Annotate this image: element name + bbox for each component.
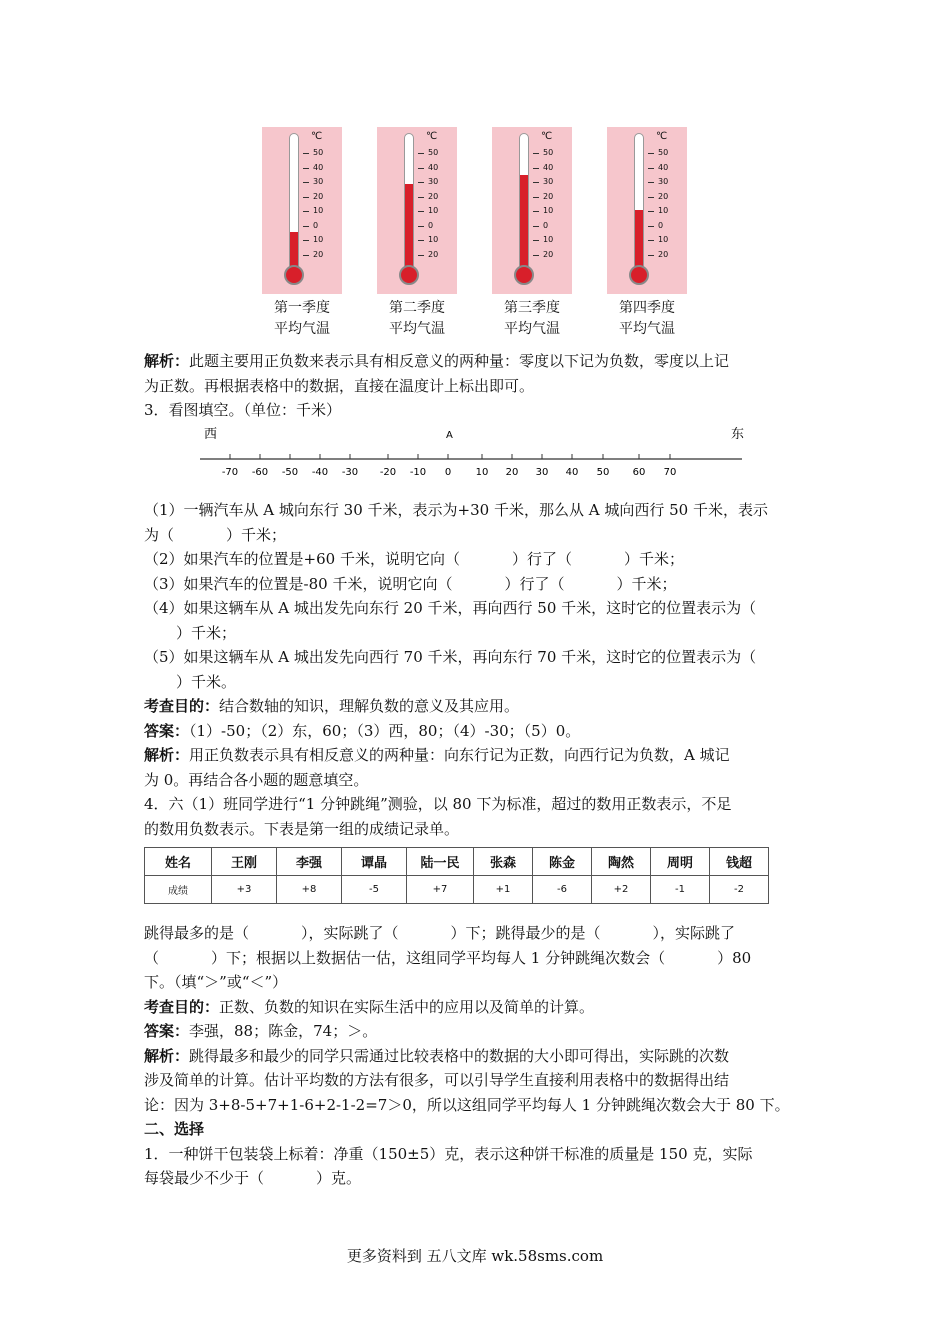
mercury-column	[405, 184, 413, 270]
question-3-title: 3．看图填空。（单位：千米）	[144, 401, 342, 419]
table-cell: +2	[592, 876, 651, 904]
scale-label: 0	[658, 220, 664, 230]
number-line-tick-label: -50	[281, 467, 299, 478]
scale-tick	[418, 182, 424, 183]
scale-label: 30	[658, 177, 669, 186]
purpose-line	[144, 694, 809, 719]
scale-tick	[303, 168, 309, 169]
caption-line: 平均气温	[389, 321, 445, 337]
answer-line	[144, 1019, 809, 1044]
fill-line-2	[144, 946, 809, 971]
scale-tick	[648, 226, 654, 227]
table-cell: 陆一民	[407, 848, 474, 876]
question-4-body	[144, 921, 809, 1191]
analysis-text: 为 0。再结合各小题的题意填空。	[144, 770, 369, 789]
scale-tick	[648, 182, 654, 183]
analysis-label: 解析：	[144, 352, 190, 370]
scale-tick	[303, 255, 309, 256]
fill-line-3: 下。（填“＞”或“＜”）	[144, 973, 288, 991]
table-cell: 陈金	[533, 848, 592, 876]
sub-question-3	[144, 572, 809, 597]
thermometer-caption	[492, 298, 572, 340]
scale-label: 10	[313, 235, 324, 244]
number-line-tick-label: 10	[475, 467, 489, 478]
text: ），实际跳了（	[301, 924, 399, 942]
thermometer-tube	[289, 133, 299, 271]
scale-label: 10	[543, 206, 554, 215]
text: 每袋最少不少于（	[144, 1169, 265, 1187]
sub-question-5: （5）如果这辆车从 A 城出发先向西行 70 千米，再向东行 70 千米，这时它的位置表示为（	[144, 648, 757, 666]
scale-tick	[533, 182, 539, 183]
scale-tick	[648, 255, 654, 256]
purpose-label: 考查目的：	[144, 997, 220, 1016]
scale-tick	[303, 153, 309, 154]
caption-line: 第三季度	[504, 300, 560, 316]
thermometer-tube	[519, 133, 529, 271]
analysis-text: 用正负数表示具有相反意义的两种量：向东行记为正数，向西行记为负数，A 城记	[189, 746, 730, 764]
scale-tick	[533, 168, 539, 169]
scale-tick	[418, 226, 424, 227]
table-cell: 王刚	[212, 848, 277, 876]
table-cell: 周明	[651, 848, 710, 876]
thermometer-caption	[377, 298, 457, 340]
scale-tick	[533, 240, 539, 241]
analysis-label: 解析：	[144, 1046, 190, 1065]
thermometer-row	[262, 127, 722, 342]
analysis-text: 此题主要用正负数来表示具有相反意义的两种量：零度以下记为负数，零度以上记	[189, 352, 730, 370]
scale-tick	[533, 211, 539, 212]
number-line-tick-label: 0	[444, 467, 452, 478]
number-line-tick-label: -30	[341, 467, 359, 478]
table-cell: -1	[651, 876, 710, 904]
scale-tick	[418, 211, 424, 212]
analysis-label: 解析：	[144, 746, 190, 764]
analysis-block-1	[144, 349, 809, 423]
scale-tick	[418, 197, 424, 198]
number-line-tick-label: 50	[596, 467, 610, 478]
scale-tick	[533, 255, 539, 256]
scale-label: 10	[428, 235, 439, 244]
number-line-ticks	[222, 454, 677, 478]
scale-label: 10	[313, 206, 324, 215]
scale-label: 20	[658, 249, 669, 259]
origin-label: A	[446, 430, 453, 441]
answer-line	[144, 719, 809, 744]
thermometer-card	[262, 127, 342, 294]
table-cell: -5	[342, 876, 407, 904]
thermometer-tube	[404, 133, 414, 271]
thermometer-q2	[377, 127, 457, 340]
table-cell: +3	[212, 876, 277, 904]
answer-label: 答案：	[144, 1022, 190, 1040]
scale-tick	[418, 153, 424, 154]
analysis-text: 涉及简单的计算。估计平均数的方法有很多，可以引导学生直接利用表格中的数据得出结	[144, 1071, 730, 1089]
table-cell: 钱超	[710, 848, 769, 876]
text: ）80	[717, 948, 752, 967]
score-table	[144, 847, 769, 904]
number-line-tick-label: -70	[221, 467, 239, 478]
choice-question-1-cont	[144, 1166, 809, 1191]
scale-tick	[303, 211, 309, 212]
table-cell: -6	[533, 876, 592, 904]
text: ）千米；	[623, 550, 684, 568]
unit-label: ℃	[656, 131, 668, 142]
text: ）克。	[316, 1169, 362, 1187]
text: （2）如果汽车的位置是+60 千米，说明它向（	[144, 550, 460, 568]
text: ）千米。	[176, 672, 237, 691]
thermometer-q4	[607, 127, 687, 340]
scale-label: 50	[658, 148, 669, 157]
text: ）行了（	[511, 550, 572, 568]
scale-label: 0	[313, 220, 319, 230]
purpose-text: 正数、负数的知识在实际生活中的应用以及简单的计算。	[219, 997, 595, 1016]
table-cell: +1	[474, 876, 533, 904]
caption-line: 平均气温	[274, 321, 330, 337]
scale-label: 20	[428, 249, 439, 259]
unit-label: ℃	[541, 131, 553, 142]
scale-label: 20	[543, 191, 554, 201]
thermometer-card	[377, 127, 457, 294]
purpose-line	[144, 995, 809, 1020]
scale-label: 40	[658, 162, 669, 172]
answer-text: （1）-50；（2）东，60；（3）西，80；（4）-30；（5）0。	[189, 721, 581, 740]
sub-question-2	[144, 547, 809, 572]
thermometer-bulb	[629, 265, 649, 285]
scale-label: 20	[658, 191, 669, 201]
scale-tick	[418, 240, 424, 241]
table-cell: 李强	[277, 848, 342, 876]
choice-question-1: 1．一种饼干包装袋上标着：净重（150±5）克，表示这种饼干标准的质量是 150 克，实际	[144, 1144, 753, 1163]
scale-label: 0	[543, 220, 549, 230]
scale-tick	[418, 255, 424, 256]
unit-label: ℃	[311, 131, 323, 142]
sub-question-5-cont	[144, 670, 809, 695]
number-line-tick-label: -10	[409, 467, 427, 478]
thermometer-q3	[492, 127, 572, 340]
number-line-tick-label: -40	[311, 467, 329, 478]
number-line-tick-label: 70	[663, 467, 677, 478]
answer-label: 答案：	[144, 721, 190, 740]
thermometer-q1	[262, 127, 342, 340]
number-line	[196, 425, 746, 480]
scale-label: 10	[543, 235, 554, 244]
caption-line: 第二季度	[389, 300, 445, 316]
number-line-tick-label: 20	[505, 467, 519, 478]
scale-label: 50	[543, 148, 554, 157]
mercury-column	[520, 175, 528, 270]
caption-line: 第一季度	[274, 300, 330, 316]
analysis-text: 论：因为 3+8-5+7+1-6+2-1-2=7＞0，所以这组同学平均每人 1 分钟跳绳次数会大于 80 下。	[144, 1095, 790, 1114]
scale-label: 10	[428, 206, 439, 215]
scale-tick	[648, 197, 654, 198]
scale-tick	[303, 240, 309, 241]
analysis-line	[144, 1044, 809, 1069]
number-line-tick-label: 40	[565, 467, 579, 478]
scale-tick	[418, 168, 424, 169]
analysis-line	[144, 743, 809, 768]
thermometer-caption	[607, 298, 687, 340]
table-cell: +7	[407, 876, 474, 904]
thermometer-caption	[262, 298, 342, 340]
scale-label: 20	[428, 191, 439, 201]
scale-label: 40	[313, 162, 324, 172]
scale-label: 20	[313, 191, 324, 201]
scale-tick	[648, 168, 654, 169]
scale-label: 30	[313, 177, 324, 186]
scale-label: 40	[428, 162, 439, 172]
scale-tick	[648, 153, 654, 154]
west-label: 西	[204, 427, 218, 442]
scale-tick	[533, 226, 539, 227]
text: 跳得最多的是（	[144, 924, 250, 942]
scale-label: 40	[543, 162, 554, 172]
scale-tick	[533, 153, 539, 154]
question-4-line2: 的数用负数表示。下表是第一组的成绩记录单。	[144, 819, 460, 838]
number-line-tick-label: -20	[379, 467, 397, 478]
table-cell: 成绩	[145, 876, 212, 904]
purpose-label: 考查目的：	[144, 697, 220, 715]
text: ）千米；	[176, 623, 237, 642]
scale-label: 30	[543, 177, 554, 186]
text: ）下；根据以上数据估一估，这组同学平均每人 1 分钟跳绳次数会（	[211, 948, 666, 967]
sub-question-1-cont	[144, 523, 809, 548]
table-cell: 姓名	[145, 848, 212, 876]
table-cell: -2	[710, 876, 769, 904]
text: ）行了（	[504, 574, 565, 593]
answer-text: 李强，88；陈金，74；＞。	[189, 1022, 378, 1040]
caption-line: 平均气温	[619, 321, 675, 337]
text: （3）如果汽车的位置是-80 千米，说明它向（	[144, 574, 453, 593]
scale-label: 10	[658, 235, 669, 244]
question-3-body	[144, 498, 809, 841]
purpose-text: 结合数轴的知识，理解负数的意义及其应用。	[219, 697, 520, 715]
table-cell: +8	[277, 876, 342, 904]
thermometer-card	[492, 127, 572, 294]
caption-line: 平均气温	[504, 321, 560, 337]
unit-label: ℃	[426, 131, 438, 142]
caption-line: 第四季度	[619, 300, 675, 316]
thermometer-bulb	[514, 265, 534, 285]
scale-tick	[648, 240, 654, 241]
scale-label: 20	[543, 249, 554, 259]
mercury-column	[635, 210, 643, 270]
east-label: 东	[731, 427, 745, 442]
scale-label: 30	[428, 177, 439, 186]
number-line-tick-label: 30	[535, 467, 549, 478]
text: ）下；跳得最少的是（	[450, 924, 601, 942]
scale-tick	[648, 211, 654, 212]
scale-tick	[303, 182, 309, 183]
table-header-row	[145, 848, 769, 876]
thermometer-tube	[634, 133, 644, 271]
table-row	[145, 876, 769, 904]
table-cell: 谭晶	[342, 848, 407, 876]
sub-question-1: （1）一辆汽车从 A 城向东行 30 千米，表示为+30 千米，那么从 A 城向西行 50 千米，表示	[144, 501, 768, 519]
scale-label: 20	[313, 249, 324, 259]
text: ）千米；	[616, 574, 677, 593]
number-line-tick-label: -60	[251, 467, 269, 478]
scale-label: 50	[428, 148, 439, 157]
fill-line-1	[144, 921, 809, 946]
scale-tick	[303, 226, 309, 227]
sub-question-4: （4）如果这辆车从 A 城出发先向东行 20 千米，再向西行 50 千米，这时它的位置表示为（	[144, 599, 757, 617]
scale-tick	[303, 197, 309, 198]
text: 为（	[144, 525, 175, 544]
table-cell: 陶然	[592, 848, 651, 876]
thermometer-bulb	[284, 265, 304, 285]
thermometer-bulb	[399, 265, 419, 285]
scale-label: 50	[313, 148, 324, 157]
text: ）千米；	[226, 525, 287, 544]
table-cell: 张森	[474, 848, 533, 876]
question-4-line1: 4．六（1）班同学进行“1 分钟跳绳”测验，以 80 下为标准，超过的数用正数表示，不足	[144, 795, 732, 813]
section-heading: 二、选择	[144, 1120, 205, 1138]
scale-tick	[533, 197, 539, 198]
thermometer-card	[607, 127, 687, 294]
analysis-text: 为正数。再根据表格中的数据，直接在温度计上标出即可。	[144, 376, 535, 395]
sub-question-4-cont	[144, 621, 809, 646]
scale-label: 10	[658, 206, 669, 215]
text: ），实际跳了	[652, 924, 736, 942]
number-line-tick-label: 60	[632, 467, 646, 478]
text: （	[144, 948, 160, 967]
analysis-text: 跳得最多和最少的同学只需通过比较表格中的数据的大小即可得出，实际跳的次数	[189, 1046, 730, 1065]
scale-label: 0	[428, 220, 434, 230]
footer-text: 更多资料到 五八文库 wk.58sms.com	[346, 1247, 604, 1265]
